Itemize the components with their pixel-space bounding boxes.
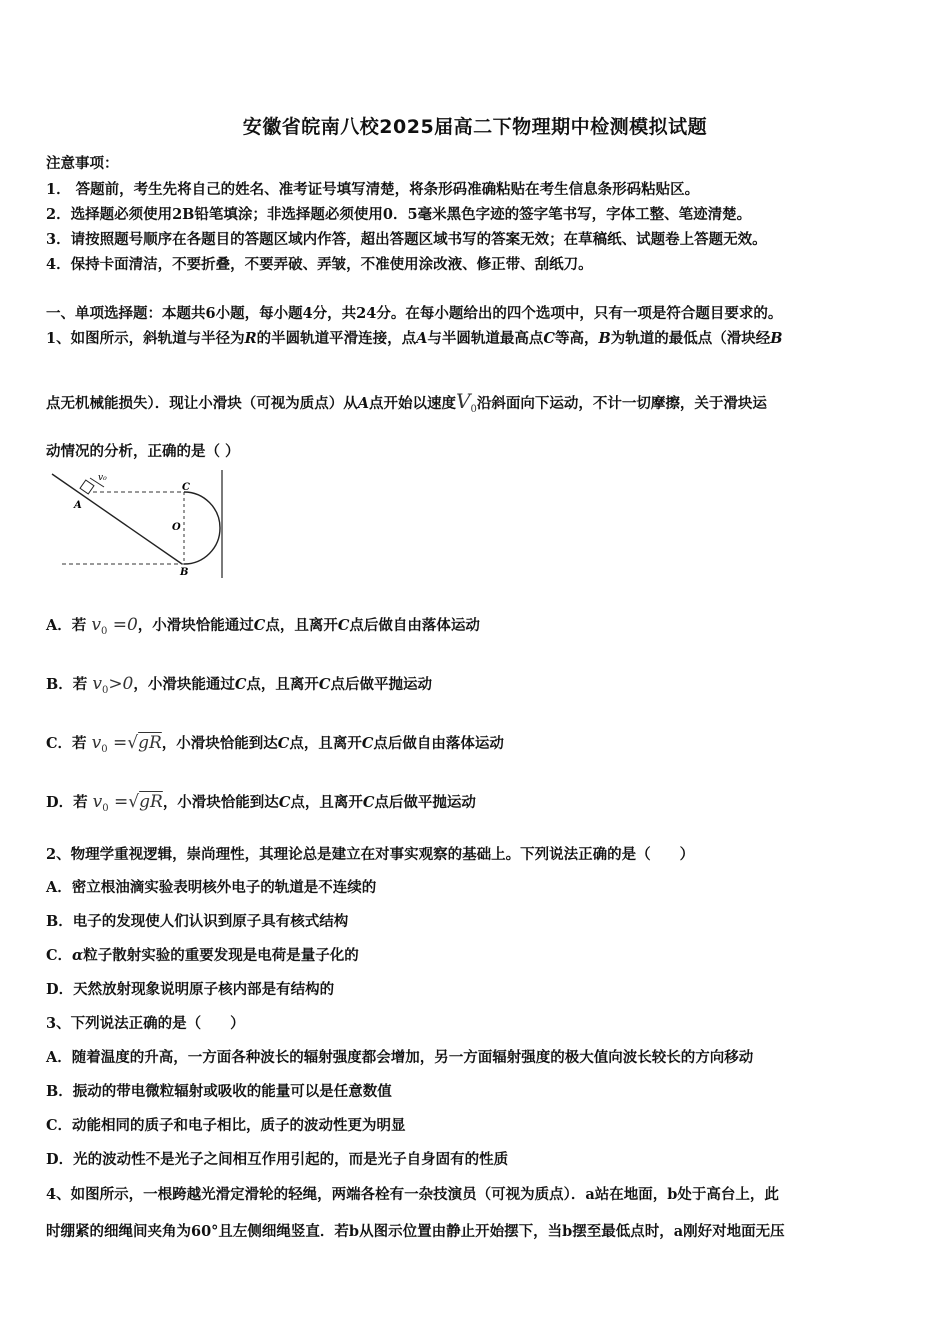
page-title: 安徽省皖南八校2025届高二下物理期中检测模拟试题: [242, 116, 708, 138]
q3-option-b: B．振动的带电微粒辐射或吸收的能量可以是任意数值: [46, 1083, 392, 1100]
notice-item-2: 2．选择题必须使用2B铅笔填涂；非选择题必须使用0．5毫米黑色字迹的签字笔书写，字体工整、笔迹清楚。: [46, 206, 752, 223]
v0-symbol: $V_0$: [456, 389, 477, 415]
q1-option-d: D．若 $v_0 =√gR$，小滑块恰能到达C点，且离开C点后做平抛运动: [46, 792, 476, 814]
q2-option-b: B．电子的发现使人们认识到原子具有核式结构: [46, 913, 349, 930]
section-heading: 一、单项选择题：本题共6小题，每小题4分，共24分。在每小题给出的四个选项中，只有一项是符合题目要求的。: [46, 305, 783, 322]
q4-line1: 4、如图所示，一根跨越光滑定滑轮的轻绳，两端各栓有一杂技演员（可视为质点）．a站在地面，b处于高台上，此: [46, 1186, 779, 1203]
notice-item-3: 3．请按照题号顺序在各题目的答题区域内作答，超出答题区域书写的答案无效；在草稿纸、试题卷上答题无效。: [46, 231, 767, 248]
figure-label-v0: v₀: [98, 473, 107, 483]
q1-line1: 1、如图所示，斜轨道与半径为R的半圆轨道平滑连接，点A与半圆轨道最高点C等高，B为轨道的最低点（滑块经B: [46, 330, 783, 347]
q2-option-d: D．天然放射现象说明原子核内部是有结构的: [46, 981, 335, 998]
figure-label-O: O: [172, 522, 181, 533]
q3-option-c: C．动能相同的质子和电子相比，质子的波动性更为明显: [46, 1117, 406, 1134]
figure-label-A: A: [74, 500, 82, 511]
q2-option-a: A．密立根油滴实验表明核外电子的轨道是不连续的: [46, 879, 377, 896]
notice-item-4: 4．保持卡面清洁，不要折叠，不要弄破、弄皱，不准使用涂改液、修正带、刮纸刀。: [46, 256, 593, 273]
figure-label-C: C: [182, 482, 190, 493]
q3-option-a: A．随着温度的升高，一方面各种波长的辐射强度都会增加，另一方面辐射强度的极大值向波长较长的方向移动: [46, 1049, 754, 1066]
q2-option-c: C．α粒子散射实验的重要发现是电荷是量子化的: [46, 947, 359, 964]
q1-option-c: C．若 $v_0 =√gR$，小滑块恰能到达C点，且离开C点后做自由落体运动: [46, 733, 504, 755]
q2-stem: 2、物理学重视逻辑，崇尚理性，其理论总是建立在对事实观察的基础上。下列说法正确的是（ ）: [46, 846, 695, 863]
q1-option-a: A．若 $v_0 =0$，小滑块恰能通过C点，且离开C点后做自由落体运动: [46, 615, 480, 637]
q1-track-figure: [46, 466, 231, 581]
notice-heading: 注意事项：: [46, 155, 119, 172]
q1-option-b: B．若 $v_0>0$，小滑块能通过C点，且离开C点后做平抛运动: [46, 674, 432, 696]
notice-item-1: 1． 答题前，考生先将自己的姓名、准考证号填写清楚，将条形码准确粘贴在考生信息条形码粘贴区。: [46, 181, 700, 198]
figure-label-B: B: [180, 567, 189, 578]
q1-line3: 动情况的分析，正确的是（ ）: [46, 443, 240, 460]
q4-line2: 时绷紧的细绳间夹角为60°且左侧细绳竖直．若b从图示位置由静止开始摆下，当b摆至最低点时，a刚好对地面无压: [46, 1223, 785, 1240]
q3-stem: 3、下列说法正确的是（ ）: [46, 1015, 245, 1032]
q3-option-d: D．光的波动性不是光子之间相互作用引起的，而是光子自身固有的性质: [46, 1151, 509, 1168]
q1-line2: 点无机械能损失）．现让小滑块（可视为质点）从A点开始以速度$V_0$沿斜面向下运动，不计一切摩擦，关于滑块运: [46, 389, 767, 415]
